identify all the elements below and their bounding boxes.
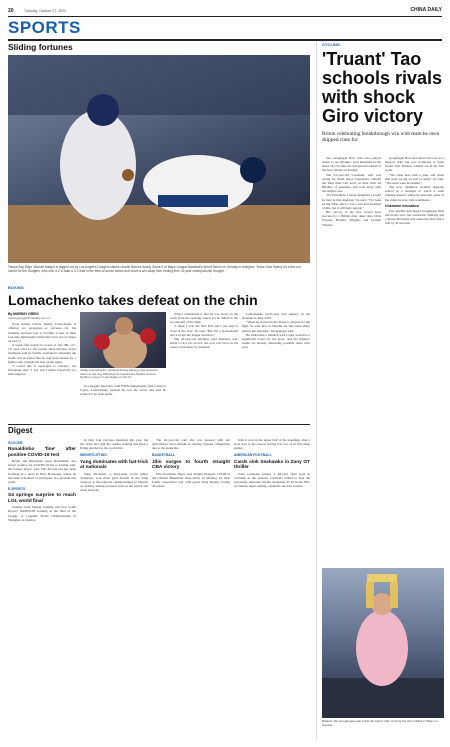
digest-rule (8, 424, 310, 425)
digest-body: The 20-year-old said she was pleased with her performance after months of training without competition due to the pandemic. (152, 438, 230, 451)
digest-kicker: BASKETBALL (152, 453, 175, 458)
boxing-column-4 (242, 312, 310, 422)
boxer-caption: Vasiliy Lomachenko, pictured during training, has vowed to return to the ring following his unanimous decision loss to Teofimo Lopez in Las Vegas on Oct 17. (80, 369, 158, 380)
digest-body: Yang Zhouqiao, a three-time world junior champion, won three gold medals in the 55kg category at the national championships in Ningbo on Sunday, setting personal bests in the snatch and clean and jerk. (80, 471, 148, 493)
digest-headline: S4 springs surprise to reach LOL world final (8, 493, 76, 504)
digest-body: Chinese team Suning Gaming will face South Korea's DAMWON Gaming in the final of the League of Legends World Championship in Shanghai on Sunday. (8, 505, 76, 522)
cyclist-photo (322, 568, 444, 718)
page-number: 20 (8, 8, 14, 14)
page-date: Tuesday, October 27, 2020 (24, 8, 67, 13)
paragraph: Tao Geoghegan Hart, who once played truant to see Olympic gold medalists in his home city, became the unexpected winner of the Giro d'Italia on Sunday. (322, 156, 381, 173)
digest-headline: Jilin surges to fourth straight CBA victory (152, 459, 230, 471)
paragraph: "I would like to apologize to nobody," the Ukrainian said. "I lost and I thank everybody for their support." (8, 363, 76, 377)
digest-kicker: WEIGHTLIFTING (80, 453, 107, 458)
paragraph: A week after losing by scores of 119-109, 117-111 and 116-112, the former three-division world champion said he briefly considered contesting the result, but accepted that he had been beaten by a fighter who brought his best on the night. (8, 343, 76, 364)
paragraph: "When he arrived in the States to prepare for the fight, he said that in Ukraine he felt some sharp pain in the shoulder," his manager said. (242, 320, 310, 333)
boxer-photo-art (80, 312, 166, 368)
paragraph: The 32-year-old Olympic gold medalist, who holds a 14-2 pro record, has now lost twice in his career, both times by decision. (170, 336, 238, 350)
boxing-headline: Lomachenko takes defeat on the chin (8, 292, 258, 308)
digest-column-2 (80, 438, 148, 738)
feature-headline: Sliding fortunes (8, 42, 73, 52)
paragraph: His victory is the first Grand Tour success for a British rider other than Chris Froome, Bradley Wiggins and Geraint Thomas. (322, 210, 381, 227)
paragraph: The 25-year-old Londoner, who was racing for Team Ineos Grenadiers, entered the final time trial level on time with Jai Hindley of Australia, and rode away with the maglia rosa. (322, 172, 381, 194)
cyclist-photo-art (322, 568, 444, 718)
section-title: SPORTS (8, 18, 81, 37)
paragraph: "It's incredible. I never imagined I would be here in this situation," he said. "I've been racing bikes since I was a kid and dreamed of this, but it still feels surreal." (322, 193, 381, 210)
digest-body: Jilin is now in the upper half of the standings after a slow start to the season, having lost two of its first three games. (234, 438, 310, 451)
header-rule (8, 16, 442, 17)
paragraph: "I think I won the first half and I just kept it close at the end," he said. "But I'm a professional and I accept the judges' decision." (170, 324, 238, 337)
boxing-kicker: BOXING (8, 285, 24, 290)
cycling-kicker: CYCLING (322, 42, 340, 47)
cycling-column-1 (322, 156, 381, 564)
digest-body: Jilin Northeast Tigers beat Tianjin Pioneers 110-98 in the Chinese Basketball Association on Monday for their fourth consecutive win, with guard Jiang Yuxing scoring 26 points. (152, 471, 230, 489)
masthead: CHINA DAILY (410, 7, 442, 13)
digest-label: Digest (8, 426, 33, 435)
boxing-column-1 (8, 312, 76, 422)
boxing-column-3 (170, 312, 238, 422)
digest-body: Zane Gonzalez kicked a 48-yard field goal in overtime as the Arizona Cardinals rallied to beat the previously unbeaten Seattle Seahawks 37-34 in the NFL on Sunday night, ending a dramatic see-saw contest. (234, 471, 310, 489)
cyclist-caption: Britain's Tao Geoghegan Hart holds the trophy after winning the Giro d'Italia in Milan on Sunday. (322, 720, 438, 727)
page-header (8, 6, 442, 16)
digest-headline: Ronaldinho 'fine' after positive COVID-19 test (8, 447, 76, 458)
subhead: Unknown sensation (385, 203, 419, 208)
digest-kicker: E-SPORTS (8, 487, 26, 492)
boxing-column-2 (80, 384, 166, 422)
column-divider (316, 42, 317, 740)
byline-email: murraygreig@chinadaily.com.cn (8, 316, 51, 321)
digest-column-4 (234, 438, 310, 738)
paragraph: What's remarkable is that he was down on the cards from the opening round, yet he rallied in the second half of the fight. (170, 312, 238, 325)
paragraph: In a lengthy interview with ESPN immediately after losing to Lopez, Lomachenko insisted he was the victor and said he wanted to go back home. (80, 384, 166, 397)
cycling-headline: 'Truant' Tao schools rivals with shock Giro victory (322, 49, 443, 126)
paragraph: Lomachenko previously had surgery on his shoulder in May 2019. (242, 312, 310, 321)
baseball-photo (8, 55, 310, 263)
paragraph: The new champion recalled skipping school as a teenager to watch a team training session, where he later met some of the riders he now calls teammates. (385, 185, 444, 202)
digest-headline: Cards sink Seahawks in Zany OT thriller (234, 459, 310, 471)
digest-column-1 (8, 438, 76, 738)
digest-body: In their four previous meetings this year, the two sides had split the results, making this final a fitting decider for the world title. (80, 438, 148, 451)
digest-headline: Yang dominates with hat-trick at nationals (80, 459, 148, 471)
digest-kicker: AMERICAN FOOTBALL (234, 453, 272, 458)
feature-caption: Tampa Bay Rays' Manuel Margot is tagged out by Los Angeles Dodgers catcher Austin Barnes during Game 5 of Major League Baseball's World Series on Sunday in Arlington, Texas. Max Muncy hit a two-run homer for the Dodgers, who won 4-2 to take a 3-2 lead in the best-of-seven series and move a win away from ending their 32-year championship drought. (8, 265, 301, 273)
byline: By MURRAY GREIG (8, 312, 39, 316)
paragraph: Geoghegan Hart had started the race as a support rider but was promoted to team leader after Thomas crashed out in the first week. (385, 156, 444, 173)
paragraph: Upon further review, Vasiliy Lomachenko is offering no apologies—or excuses—for his stunning decision loss to Teofimo Lopez in their four-title lightweight unification bout in Las Vegas on Oct 17. (8, 322, 76, 343)
digest-body: Brazil and Barcelona great Ronaldinho has tested positive for COVID-19 but is feeling well, the former player said. The 40-year-old has been isolating in a hotel in Belo Horizonte, where he had been scheduled to participate in a promotional event. (8, 459, 76, 484)
paragraph: "We came here with a plan, and when that went wrong we had to adapt," he said. "The team were incredible." (385, 172, 444, 185)
cycling-column-2 (385, 156, 444, 564)
baseball-photo-art (8, 55, 310, 263)
cycling-deck: Briton celebrating breakthrough win with team he once skipped class for (322, 131, 440, 144)
digest-kicker: SOCCER (8, 441, 23, 445)
paragraph: He added that a rematch with Lopez would be a significant event for the sport, and the fighters' teams are already discussing possible dates next year. (242, 332, 310, 350)
section-rule (8, 39, 442, 41)
paragraph: Few pundits had tipped Geoghegan Hart before the race, but consistent climbing and a strong final time trial sealed his first major title by 39 seconds. (385, 208, 444, 226)
boxer-photo (80, 312, 166, 368)
digest-column-3 (152, 438, 230, 738)
